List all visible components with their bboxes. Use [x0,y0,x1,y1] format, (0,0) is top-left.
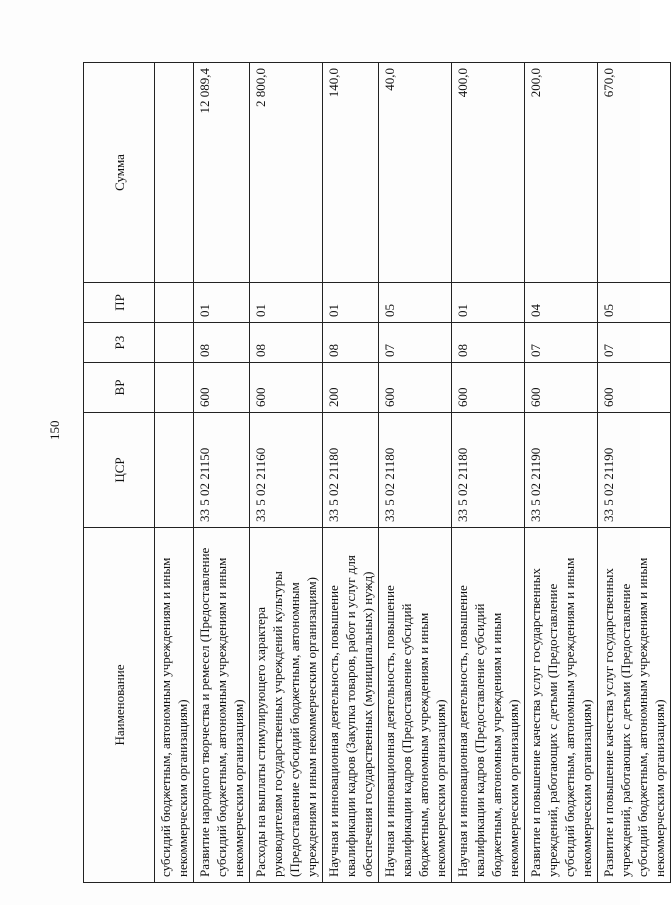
cell-pr: 05 [598,283,671,323]
table-row [452,63,525,883]
cell-pr: 04 [525,283,598,323]
cell-csr: 33 5 02 21180 [323,413,379,528]
cell-sum [155,63,194,283]
cell-pr: 01 [323,283,379,323]
cell-name: Развитие и повышение качества услуг государственных учреждений, работающих с детьми (Предоставление субсидий бюджетным, автономным учреждениям и иным некоммерческим организациям) [525,528,598,883]
budget-table-wrapper [83,63,667,883]
cell-csr: 33 5 02 21180 [452,413,525,528]
page-number: 150 [47,420,62,440]
table-row [194,63,250,883]
cell-name: Расходы на выплаты стимулирующего характера руководителям государственных учреждений культуры (Предоставление субсидий бюджетным, автономным учреждениям и иным некоммерческим организациям) [250,528,323,883]
table-row [379,63,452,883]
cell-name: Развитие и повышение качества услуг государственных учреждений, работающих с детьми (Предоставление субсидий бюджетным, автономным учреждениям и иным некоммерческим организациям) [598,528,671,883]
cell-name: Научная и инновационная деятельность, повышение квалификации кадров (Предоставление субсидий бюджетным, автономным учреждениям и иным некоммерческим организациям) [379,528,452,883]
cell-rz: 07 [379,323,452,363]
cell-sum: 140,0 [323,63,379,283]
header-vr: ВР [84,363,155,413]
header-pr: ПР [84,283,155,323]
cell-vr: 600 [379,363,452,413]
header-csr: ЦСР [84,413,155,528]
cell-vr: 200 [323,363,379,413]
cell-name: Научная и инновационная деятельность, повышение квалификации кадров (Предоставление субсидий бюджетным, автономным учреждениям и иным некоммерческим организациям) [452,528,525,883]
header-name: Наименование [84,528,155,883]
cell-pr [155,283,194,323]
cell-rz [155,323,194,363]
cell-name: Научная и инновационная деятельность, повышение квалификации кадров (Закупка товаров, работ и услуг для обеспечения государственных (муниципальных) нужд) [323,528,379,883]
header-rz: РЗ [84,323,155,363]
budget-table [83,62,671,883]
table-row [598,63,671,883]
cell-sum: 2 800,0 [250,63,323,283]
header-sum: Сумма [84,63,155,283]
cell-csr: 33 5 02 21190 [525,413,598,528]
cell-pr: 01 [250,283,323,323]
cell-sum: 40,0 [379,63,452,283]
cell-csr: 33 5 02 21150 [194,413,250,528]
cell-vr: 600 [598,363,671,413]
cell-sum: 12 089,4 [194,63,250,283]
cell-rz: 07 [525,323,598,363]
table-row [155,63,194,883]
cell-vr [155,363,194,413]
cell-rz: 07 [598,323,671,363]
table-row [250,63,323,883]
cell-vr: 600 [250,363,323,413]
cell-csr [155,413,194,528]
cell-csr: 33 5 02 21190 [598,413,671,528]
cell-vr: 600 [194,363,250,413]
cell-vr: 600 [452,363,525,413]
table-header-row [84,63,155,883]
cell-csr: 33 5 02 21180 [379,413,452,528]
cell-rz: 08 [194,323,250,363]
cell-csr: 33 5 02 21160 [250,413,323,528]
cell-sum: 670,0 [598,63,671,283]
cell-name: Развитие народного творчества и ремесел (Предоставление субсидий бюджетным, автономным учреждениям и иным некоммерческим организациям) [194,528,250,883]
cell-rz: 08 [250,323,323,363]
cell-name: субсидий бюджетным, автономным учреждениям и иным некоммерческим организациям) [155,528,194,883]
cell-rz: 08 [452,323,525,363]
cell-sum: 400,0 [452,63,525,283]
cell-pr: 05 [379,283,452,323]
cell-pr: 01 [452,283,525,323]
table-row [525,63,598,883]
cell-vr: 600 [525,363,598,413]
cell-pr: 01 [194,283,250,323]
cell-sum: 200,0 [525,63,598,283]
cell-rz: 08 [323,323,379,363]
table-row [323,63,379,883]
